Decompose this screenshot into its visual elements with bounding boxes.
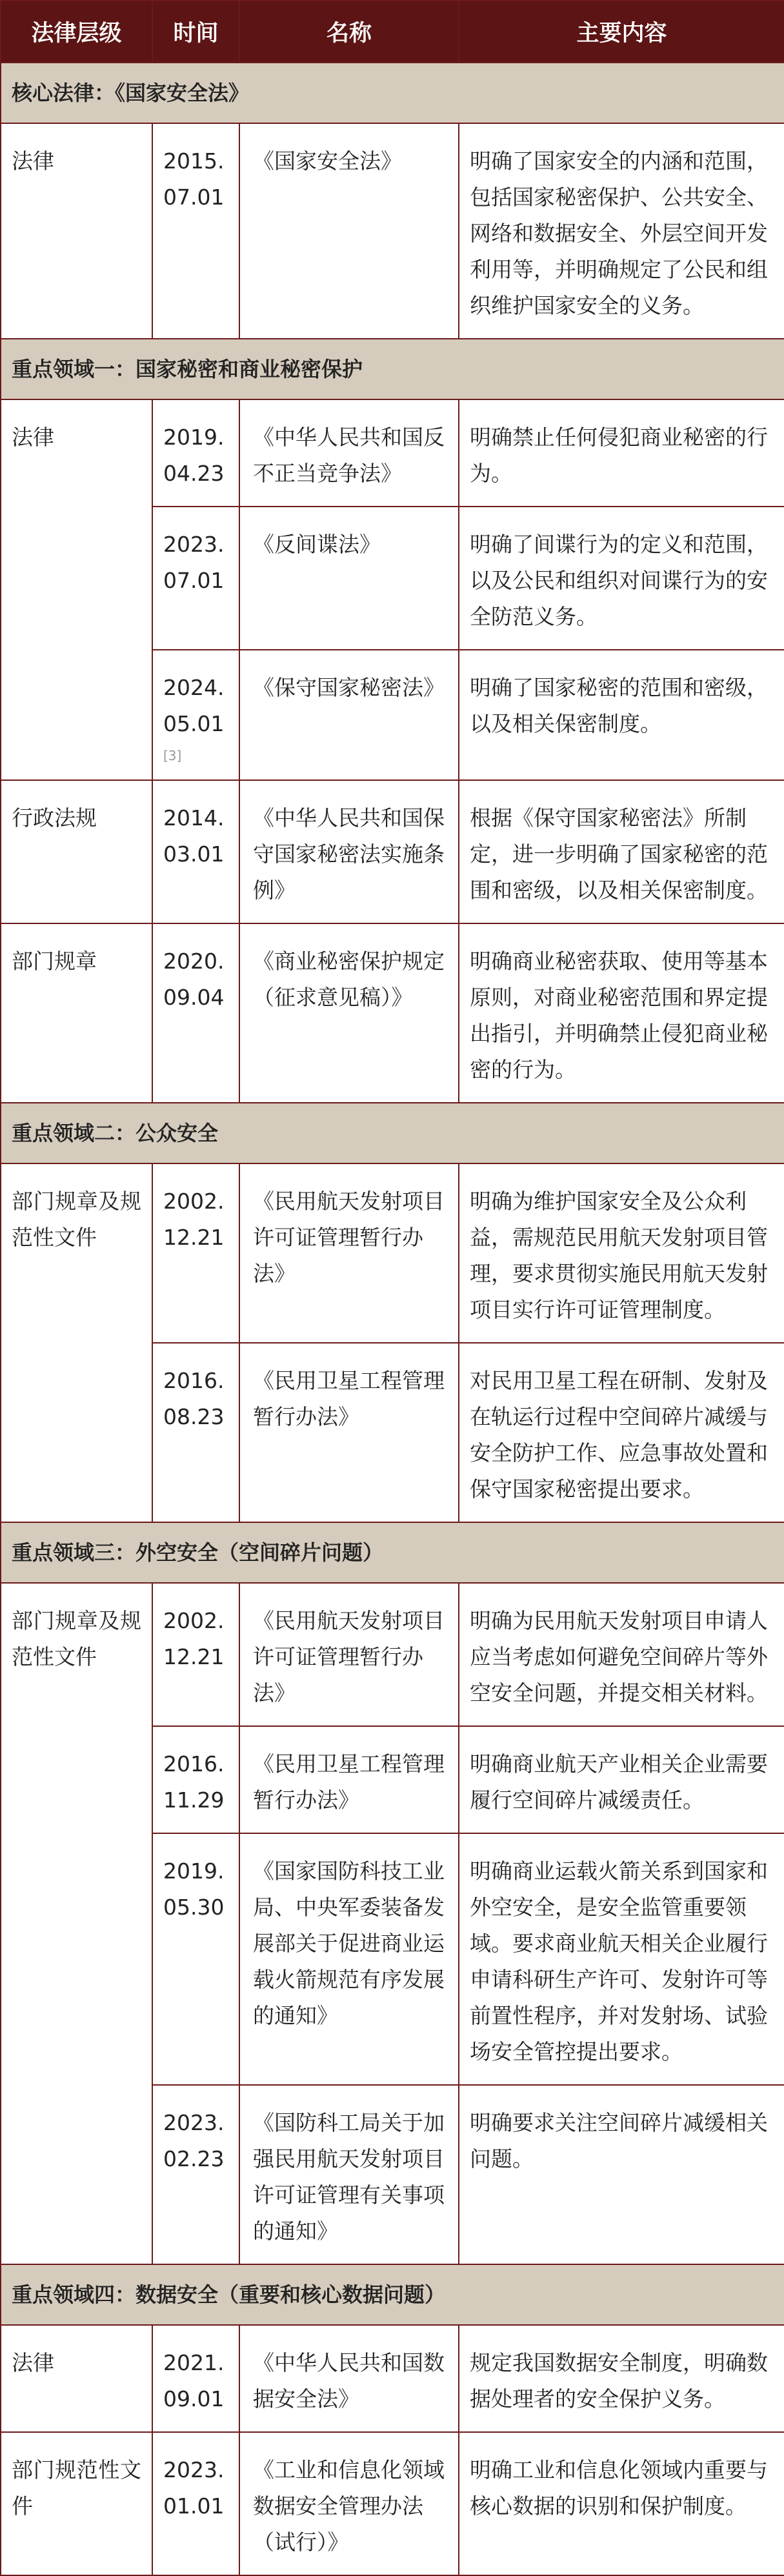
content-cell: 规定我国数据安全制度，明确数据处理者的安全保护义务。 [459, 2325, 784, 2432]
date-text: 2002. 12.21 [163, 1189, 225, 1250]
level-cell: 部门规章及规范性文件 [1, 1583, 152, 2264]
section-row [1, 63, 784, 123]
section-row [1, 2264, 784, 2325]
date-cell [152, 2085, 239, 2264]
table-row [1, 123, 784, 339]
date-text: 2023. 07.01 [163, 532, 225, 593]
level-cell: 法律 [1, 123, 152, 339]
date-cell [152, 1726, 239, 1833]
level-cell: 法律 [1, 2325, 152, 2432]
table-header-row [1, 1, 784, 63]
section-title: 重点领域三：外空安全（空间碎片问题） [1, 1522, 784, 1583]
level-cell: 部门规章 [1, 923, 152, 1103]
content-cell: 明确为民用航天发射项目申请人应当考虑如何避免空间碎片等外空安全问题，并提交相关材料。 [459, 1583, 784, 1726]
content-cell: 明确商业运载火箭关系到国家和外空安全，是安全监管重要领域。要求商业航天相关企业履行申请科研生产许可、发射许可等前置性程序，并对发射场、试验场安全管控提出要求。 [459, 1833, 784, 2085]
date-text: 2016. 11.29 [163, 1751, 225, 1813]
content-cell: 明确商业秘密获取、使用等基本原则，对商业秘密范围和界定提出指引，并明确禁止侵犯商业秘密的行为。 [459, 923, 784, 1103]
name-cell: 《民用卫星工程管理暂行办法》 [239, 1343, 459, 1522]
header-name: 名称 [239, 1, 459, 63]
content-cell: 明确为维护国家安全及公众利益，需规范民用航天发射项目管理，要求贯彻实施民用航天发射项目实行许可证管理制度。 [459, 1163, 784, 1343]
content-cell: 明确禁止任何侵犯商业秘密的行为。 [459, 399, 784, 507]
name-cell: 《中华人民共和国保守国家秘密法实施条例》 [239, 780, 459, 923]
content-cell: 明确了国家秘密的范围和密级，以及相关保密制度。 [459, 650, 784, 780]
date-text: 2002. 12.21 [163, 1608, 225, 1669]
content-cell: 明确了间谍行为的定义和范围，以及公民和组织对间谍行为的安全防范义务。 [459, 507, 784, 650]
name-cell: 《国家安全法》 [239, 123, 459, 339]
content-cell: 对民用卫星工程在研制、发射及在轨运行过程中空间碎片减缓与安全防护工作、应急事故处置和保守国家秘密提出要求。 [459, 1343, 784, 1522]
section-row [1, 339, 784, 399]
date-cell [152, 1833, 239, 2085]
section-row [1, 1522, 784, 1583]
content-cell: 明确工业和信息化领域内重要与核心数据的识别和保护制度。 [459, 2432, 784, 2575]
header-level: 法律层级 [1, 1, 152, 63]
header-content: 主要内容 [459, 1, 784, 63]
content-cell: 明确商业航天产业相关企业需要履行空间碎片减缓责任。 [459, 1726, 784, 1833]
name-cell: 《民用航天发射项目许可证管理暂行办法》 [239, 1583, 459, 1726]
date-text: 2021. 09.01 [163, 2350, 225, 2411]
header-date: 时间 [152, 1, 239, 63]
date-cell [152, 1343, 239, 1522]
section-title: 核心法律：《国家安全法》 [1, 63, 784, 123]
date-cell [152, 399, 239, 507]
name-cell: 《反间谍法》 [239, 507, 459, 650]
date-cell [152, 923, 239, 1103]
date-text: 2023. 02.23 [163, 2110, 225, 2171]
date-cell [152, 1163, 239, 1343]
date-cell [152, 2325, 239, 2432]
table-row [1, 1583, 784, 1726]
date-text: 2023. 01.01 [163, 2457, 225, 2519]
table-row [1, 923, 784, 1103]
section-title: 重点领域二：公众安全 [1, 1103, 784, 1163]
date-text: 2020. 09.04 [163, 949, 225, 1010]
date-text: 2015. 07.01 [163, 148, 225, 210]
date-cell [152, 123, 239, 339]
table-row [1, 780, 784, 923]
section-title: 重点领域四：数据安全（重要和核心数据问题） [1, 2264, 784, 2325]
name-cell: 《国家国防科技工业局、中央军委装备发展部关于促进商业运载火箭规范有序发展的通知》 [239, 1833, 459, 2085]
date-text: 2019. 04.23 [163, 425, 225, 486]
date-cell [152, 780, 239, 923]
date-text: 2014. 03.01 [163, 805, 225, 867]
content-cell: 明确要求关注空间碎片减缓相关问题。 [459, 2085, 784, 2264]
section-title: 重点领域一：国家秘密和商业秘密保护 [1, 339, 784, 399]
date-cell [152, 507, 239, 650]
table-row [1, 1163, 784, 1343]
name-cell: 《保守国家秘密法》 [239, 650, 459, 780]
name-cell: 《民用航天发射项目许可证管理暂行办法》 [239, 1163, 459, 1343]
date-cell [152, 2432, 239, 2575]
name-cell: 《工业和信息化领域数据安全管理办法（试行）》 [239, 2432, 459, 2575]
name-cell: 《中华人民共和国反不正当竞争法》 [239, 399, 459, 507]
date-text: 2024. 05.01 [163, 675, 225, 736]
level-cell: 法律 [1, 399, 152, 780]
date-cell [152, 650, 239, 780]
level-cell: 部门规范性文件 [1, 2432, 152, 2575]
content-cell: 根据《保守国家秘密法》所制定，进一步明确了国家秘密的范围和密级，以及相关保密制度。 [459, 780, 784, 923]
reference-mark: [3] [163, 748, 182, 763]
level-cell: 行政法规 [1, 780, 152, 923]
table-body [1, 63, 784, 2575]
section-row [1, 1103, 784, 1163]
table-row [1, 399, 784, 507]
name-cell: 《国防科工局关于加强民用航天发射项目许可证管理有关事项的通知》 [239, 2085, 459, 2264]
date-cell [152, 1583, 239, 1726]
name-cell: 《民用卫星工程管理暂行办法》 [239, 1726, 459, 1833]
content-cell: 明确了国家安全的内涵和范围，包括国家秘密保护、公共安全、网络和数据安全、外层空间开发利用等，并明确规定了公民和组织维护国家安全的义务。 [459, 123, 784, 339]
date-text: 2016. 08.23 [163, 1368, 225, 1429]
name-cell: 《商业秘密保护规定（征求意见稿）》 [239, 923, 459, 1103]
table-row [1, 2325, 784, 2432]
date-text: 2019. 05.30 [163, 1858, 225, 1920]
level-cell: 部门规章及规范性文件 [1, 1163, 152, 1522]
name-cell: 《中华人民共和国数据安全法》 [239, 2325, 459, 2432]
table-row [1, 2432, 784, 2575]
